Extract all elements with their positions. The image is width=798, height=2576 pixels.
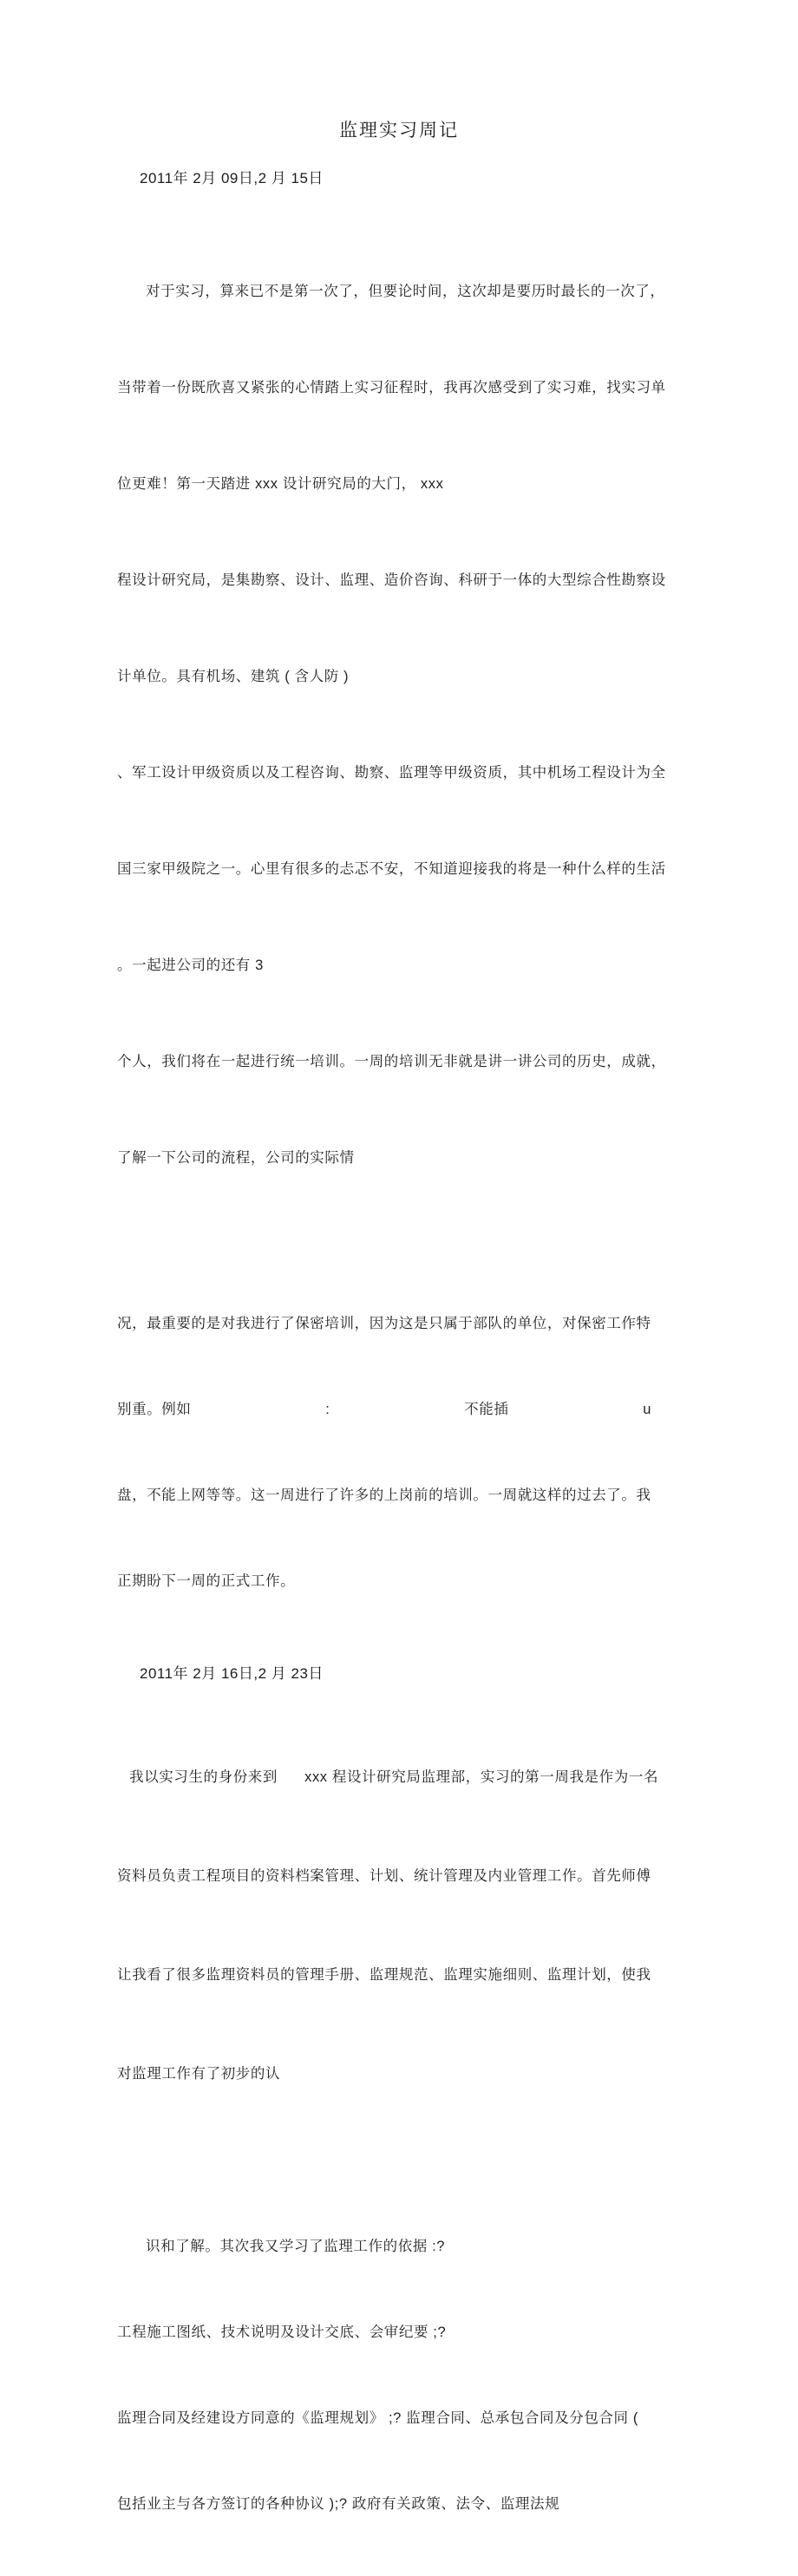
text-line: 工程施工图纸、技术说明及设计交底、会审纪要 ;? [117, 2324, 447, 2340]
paragraph-week2-basis [117, 2156, 681, 2576]
text-line: 个人，我们将在一起进行统一培训。一周的培训无非就是讲一讲公司的历史，成就， [117, 1054, 666, 1069]
text-line: 位更难！第一天踏进 xxx 设计研究局的大门， xxx [117, 476, 444, 492]
text-line: 、军工设计甲级资质以及工程咨询、勘察、监理等甲级资质，其中机场工程设计为全 [117, 765, 666, 781]
justified-segment: 不能插 [464, 1402, 509, 1417]
text-line: 国三家甲级院之一。心里有很多的忐忑不安，不知道迎接我的将是一种什么样的生活 [117, 861, 666, 877]
text-line: 况，最重要的是对我进行了保密培训，因为这是只属于部队的单位，对保密工作特 [117, 1316, 651, 1331]
text-line: 正期盼下一周的正式工作。 [117, 1573, 296, 1589]
justified-segment: u [643, 1402, 651, 1417]
text-line: 识和了解。其次我又学习了监理工作的依据 :? [146, 2239, 446, 2254]
paragraph-week2-intro [117, 1684, 681, 2156]
paragraph-week1-intro [117, 189, 681, 1239]
justified-text-line [117, 1396, 681, 1424]
text-line: 盘，不能上网等等。这一周进行了许多的上岗前的培训。一周就这样的过去了。我 [117, 1487, 651, 1503]
text-line: 让我看了很多监理资料员的管理手册、监理规范、监理实施细则、监理计划，使我 [117, 1967, 651, 1983]
text-line: 我以实习生的身份来到 xxx 程设计研究局监理部，实习的第一周我是作为一名 [129, 1769, 659, 1785]
justified-segment: : [325, 1402, 330, 1417]
document-title: 监理实习周记 [339, 121, 459, 141]
text-line: 资料员负责工程项目的资料档案管理、计划、统计管理及内业管理工作。首先师傅 [117, 1868, 651, 1884]
text-line: 当带着一份既欣喜又紧张的心情踏上实习征程时，我再次感受到了实习难，找实习单 [117, 380, 666, 396]
text-line: 对于实习，算来已不是第一次了，但要论时间，这次却是要历时最长的一次了， [146, 284, 665, 299]
paragraph-week1-training [117, 1239, 681, 1653]
document-content [117, 0, 681, 2576]
text-line: 对监理工作有了初步的认 [117, 2066, 281, 2082]
text-line: 程设计研究局，是集勘察、设计、监理、造价咨询、科研于一体的大型综合性勘察设 [117, 572, 666, 588]
justified-segment: 别重。例如 [117, 1402, 192, 1417]
text-line: 。一起进公司的还有 3 [117, 958, 264, 973]
date-heading-week2: 2011年 2月 16日,2 月 23日 [140, 1665, 324, 1682]
text-line: 了解一下公司的流程，公司的实际情 [117, 1150, 355, 1166]
text-line: 包括业主与各方签订的各种协议 );? 政府有关政策、法令、监理法规 [117, 2496, 560, 2512]
text-line: 计单位。具有机场、建筑 ( 含人防 ) [117, 669, 350, 684]
date-heading-week1: 2011年 2月 09日,2 月 15日 [140, 170, 324, 186]
text-line: 监理合同及经建设方同意的《监理规划》 ;? 监理合同、总承包合同及分包合同 ( [117, 2410, 638, 2426]
